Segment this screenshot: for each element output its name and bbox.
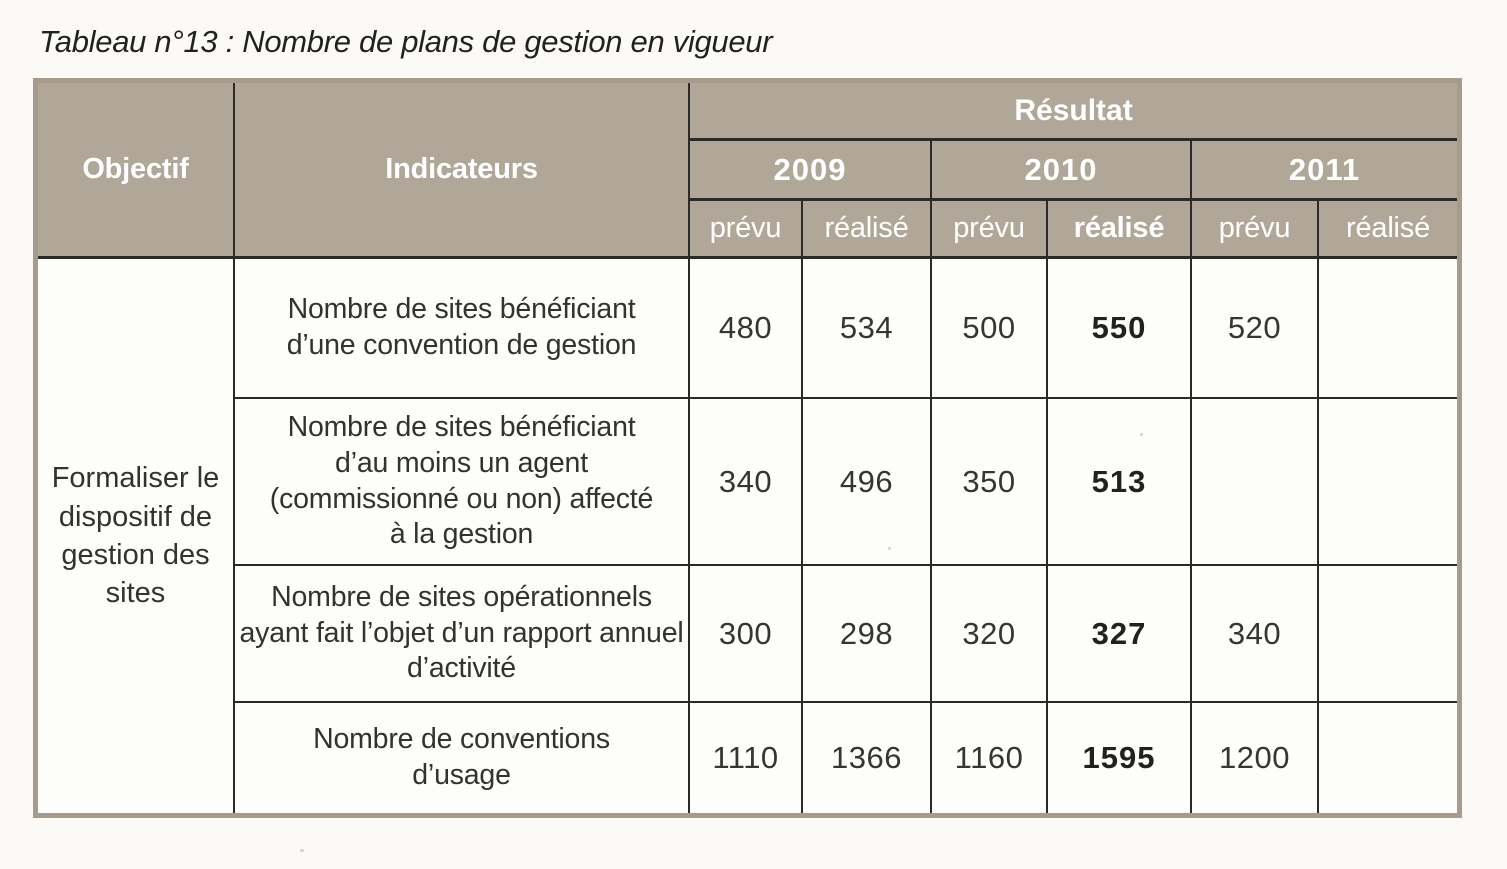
table-body	[38, 259, 1457, 813]
column-header-year-2011: 2011	[1192, 141, 1457, 201]
value-cell-2009-realise: 298	[803, 566, 932, 703]
column-header-objectif: Objectif	[38, 83, 235, 259]
value-cell-2010-prevu: 320	[932, 566, 1048, 703]
column-header-year-2009: 2009	[690, 141, 932, 201]
value-cell-2011-prevu	[1192, 399, 1319, 566]
table-row	[38, 399, 1457, 566]
indicator-text: Nombre de sites opérationnels ayant fait l’objet d’un rapport annuel d’activité	[239, 580, 684, 685]
column-header-prevu-2009: prévu	[690, 201, 803, 259]
column-header-prevu-2010: prévu	[932, 201, 1048, 259]
indicator-text: Nombre de sites bénéficiant d’une convention de gestion	[286, 293, 637, 361]
value-cell-2010-realise: 513	[1048, 399, 1192, 566]
value-cell-2010-realise: 550	[1048, 259, 1192, 399]
value-cell-2010-prevu: 1160	[932, 703, 1048, 813]
scan-speck	[512, 735, 516, 739]
value-cell-2011-realise	[1319, 703, 1457, 813]
indicators-table	[38, 83, 1457, 813]
scan-speck	[888, 547, 891, 550]
value-cell-2009-prevu: 1110	[690, 703, 803, 813]
value-cell-2010-prevu: 500	[932, 259, 1048, 399]
column-header-year-2010: 2010	[932, 141, 1192, 201]
objectif-cell	[38, 259, 235, 813]
value-cell-2010-realise: 1595	[1048, 703, 1192, 813]
value-cell-2011-realise	[1319, 399, 1457, 566]
value-cell-2009-realise: 1366	[803, 703, 932, 813]
table-frame	[33, 78, 1462, 818]
column-header-indicateurs: Indicateurs	[235, 83, 690, 259]
value-cell-2009-prevu: 480	[690, 259, 803, 399]
value-cell-2011-realise	[1319, 566, 1457, 703]
table-header	[38, 83, 1457, 259]
value-cell-2009-prevu: 300	[690, 566, 803, 703]
value-cell-2011-realise	[1319, 259, 1457, 399]
indicator-cell	[235, 566, 690, 703]
indicator-text: Nombre de sites bénéficiant d’au moins un agent (commissionné ou non) affecté à la gestion	[269, 410, 654, 551]
column-header-realise-2009: réalisé	[803, 201, 932, 259]
value-cell-2010-realise: 327	[1048, 566, 1192, 703]
objectif-text: Formaliser le dispositif de gestion des sites	[51, 462, 220, 610]
value-cell-2011-prevu: 1200	[1192, 703, 1319, 813]
indicator-cell	[235, 259, 690, 399]
indicator-cell	[235, 703, 690, 813]
value-cell-2009-realise: 496	[803, 399, 932, 566]
column-header-realise-2010: réalisé	[1048, 201, 1192, 259]
column-header-prevu-2011: prévu	[1192, 201, 1319, 259]
indicator-cell	[235, 399, 690, 566]
value-cell-2009-prevu: 340	[690, 399, 803, 566]
scan-speck	[1140, 433, 1143, 436]
table-row	[38, 566, 1457, 703]
table-row	[38, 259, 1457, 399]
indicator-text: Nombre de conventions d’usage	[313, 723, 610, 791]
value-cell-2011-prevu: 520	[1192, 259, 1319, 399]
table-caption: Tableau n°13 : Nombre de plans de gestion en vigueur	[39, 24, 773, 59]
scan-speck	[300, 849, 304, 852]
value-cell-2009-realise: 534	[803, 259, 932, 399]
value-cell-2011-prevu: 340	[1192, 566, 1319, 703]
table-row	[38, 703, 1457, 813]
value-cell-2010-prevu: 350	[932, 399, 1048, 566]
column-header-resultat: Résultat	[690, 83, 1457, 141]
column-header-realise-2011: réalisé	[1319, 201, 1457, 259]
